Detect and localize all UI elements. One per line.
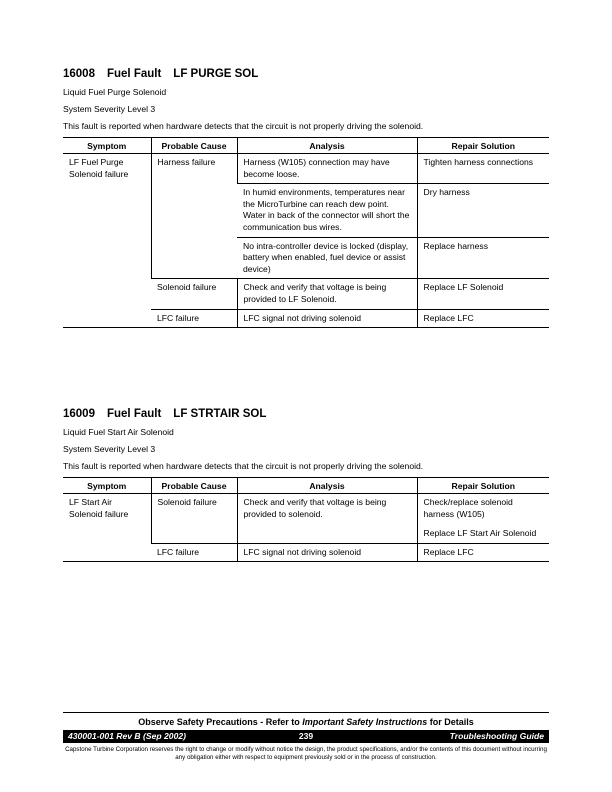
table-row (63, 154, 549, 184)
table-header-row (63, 478, 549, 494)
fault-name: LF STRTAIR SOL (173, 408, 267, 420)
severity-level: System Severity Level 3 (63, 444, 156, 454)
header-repair-solution: Repair Solution (417, 478, 549, 494)
header-probable-cause: Probable Cause (151, 138, 237, 154)
repair-cell: Replace LFC (417, 543, 549, 562)
header-analysis: Analysis (237, 478, 417, 494)
footer-divider (63, 712, 549, 713)
safety-notice (63, 717, 549, 727)
safety-notice-suffix: for Details (427, 717, 474, 727)
page-number: 239 (298, 731, 314, 741)
safety-instructions-reference: Important Safety Instructions (302, 717, 428, 727)
symptom-cell: LF Fuel Purge Solenoid failure (63, 154, 151, 328)
analysis-cell: Check and verify that voltage is being provided to LF Solenoid. (237, 279, 417, 309)
cause-cell: LFC failure (151, 543, 237, 562)
cause-cell: Solenoid failure (151, 494, 237, 544)
cause-cell: Harness failure (151, 154, 237, 279)
repair-text: Check/replace solenoid harness (W105) (423, 497, 513, 519)
analysis-cell: Harness (W105) connection may have become loose. (237, 154, 417, 184)
analysis-cell: LFC signal not driving solenoid (237, 309, 417, 328)
fault-section-16008 (63, 68, 549, 328)
table-header-row (63, 138, 549, 154)
cause-cell: Solenoid failure (151, 279, 237, 309)
repair-cell: Replace harness (417, 237, 549, 279)
fault-code: 16009 (63, 408, 95, 420)
fault-category: Fuel Fault (106, 68, 162, 80)
fault-description: Liquid Fuel Start Air Solenoid (63, 427, 174, 437)
header-repair-solution: Repair Solution (417, 138, 549, 154)
repair-cell: Replace LF Solenoid (417, 279, 549, 309)
disclaimer: Capstone Turbine Corporation reserves the right to change or modify without notice the design, the product specifications, and/or the contents of this document without incurring any obligation either with respect to equipment previously sold or in the process of construction. (65, 746, 547, 761)
cause-cell: LFC failure (151, 309, 237, 328)
document-id: 430001-001 Rev B (Sep 2002) (68, 731, 187, 741)
fault-explanation: This fault is reported when hardware detects that the circuit is not properly driving the solenoid. (63, 121, 424, 131)
fault-section-16009 (63, 408, 549, 562)
safety-notice-prefix: Observe Safety Precautions - Refer to (138, 717, 303, 727)
fault-category: Fuel Fault (106, 408, 162, 420)
guide-title: Troubleshooting Guide (449, 731, 544, 741)
header-analysis: Analysis (237, 138, 417, 154)
fault-heading (63, 408, 549, 420)
table-row (63, 494, 549, 544)
troubleshooting-table (63, 137, 549, 328)
repair-text: Replace LF Start Air Solenoid (423, 528, 537, 539)
header-symptom: Symptom (63, 138, 151, 154)
fault-heading (63, 68, 549, 80)
header-symptom: Symptom (63, 478, 151, 494)
analysis-cell: LFC signal not driving solenoid (237, 543, 417, 562)
header-probable-cause: Probable Cause (151, 478, 237, 494)
severity-level: System Severity Level 3 (63, 104, 156, 114)
repair-cell: Tighten harness connections (417, 154, 549, 184)
footer-bar (63, 730, 549, 743)
symptom-cell: LF Start Air Solenoid failure (63, 494, 151, 562)
fault-name: LF PURGE SOL (173, 68, 259, 80)
fault-code: 16008 (63, 68, 95, 80)
troubleshooting-table (63, 477, 549, 562)
analysis-cell: No intra-controller device is locked (display, battery when enabled, fuel device or assist device) (237, 237, 417, 279)
repair-cell (417, 494, 549, 544)
fault-description: Liquid Fuel Purge Solenoid (63, 87, 167, 97)
analysis-cell: In humid environments, temperatures near the MicroTurbine can reach dew point. Water in back of the connector will short the communication bus wires. (237, 184, 417, 237)
repair-cell: Replace LFC (417, 309, 549, 328)
repair-cell: Dry harness (417, 184, 549, 237)
analysis-cell: Check and verify that voltage is being provided to solenoid. (237, 494, 417, 544)
fault-explanation: This fault is reported when hardware detects that the circuit is not properly driving the solenoid. (63, 461, 424, 471)
